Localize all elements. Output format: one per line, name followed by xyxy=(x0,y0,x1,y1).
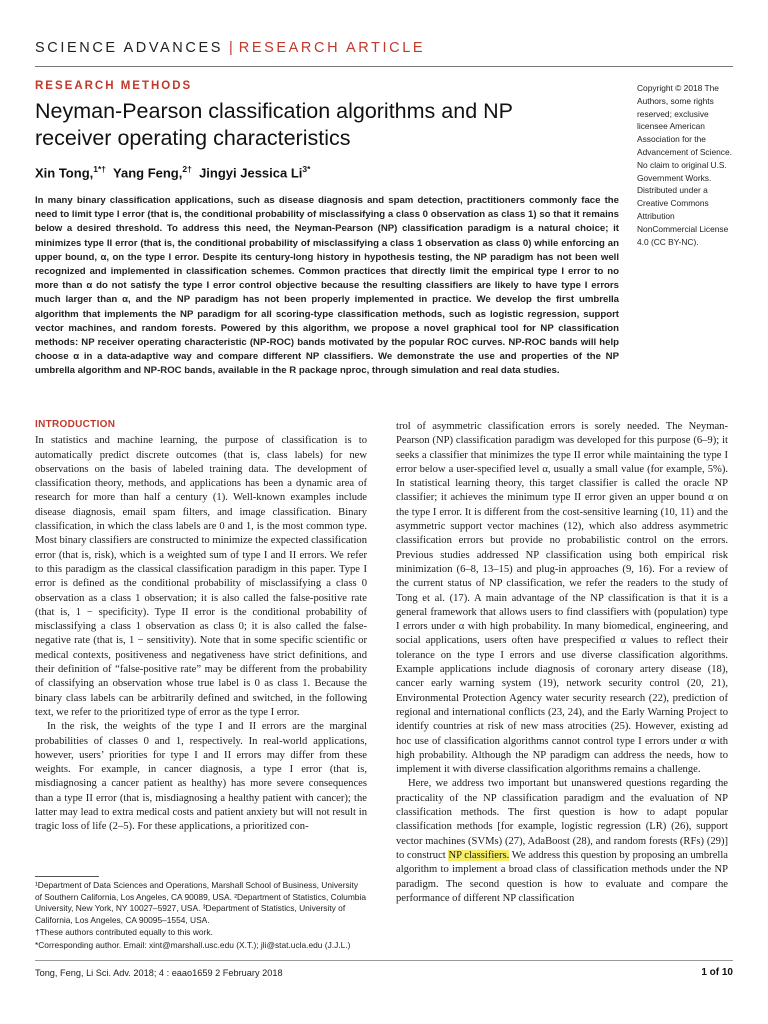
footnote-rule xyxy=(35,876,99,877)
paragraph-text: We address this question by proposing an umbrella algorithm to implement a broad class of classification methods under the NP paradigm. The second question is how to evaluate and compare the performance of different NP classification xyxy=(396,849,728,904)
right-column xyxy=(396,420,728,906)
body-paragraph: trol of asymmetric classification errors is sorely needed. The Neyman-Pearson (NP) classification paradigm was developed for this purpose (6–9); it seeks a classifier that minimizes the type II error while maintaining the type I error below a user-specified level α, usually a small value (for example, 5%). In statistical learning theory, this target classifier is called the oracle NP classifier; it achieves the minimum type II error given an upper bound α on the type I error. It is different from the cost-sensitive learning (10, 11) and the asymmetric support vector machines (12), which also address asymmetric classification errors but provide no probabilistic control on the errors. Previous studies addressed NP classification using both empirical risk minimization (6–8, 13–15) and plug-in approaches (9, 16). For a review of the current status of NP classification, we refer the readers to the study of Tong et al. (17). A main advantage of the NP classification is that it is a general framework that allows users to find classifiers with (population) type I errors under α with high probability. In many biomedical, engineering, and social applications, users often have prespecified α values to reflect their tolerance on the type I errors and use diverse classification algorithms. Example applications include diagnosis of coronary artery disease (18), cancer early warning system (19), network security control (20, 21), Environmental Protection Agency water security research (22), prediction of regional and international conflicts (23, 24), and the Early Warning Project to identify countries at risk of new mass atrocities (25). However, existing ad hoc use of classification algorithms cannot control type I errors under α with high probability. Although the NP paradigm can address the needs, how to implement it with diverse classification algorithms remains a challenge. xyxy=(396,421,728,776)
article-type: RESEARCH ARTICLE xyxy=(238,40,426,56)
copyright-notice: Copyright © 2018 The Authors, some rights reserved; exclusive licensee American Association for the Advancement of Science. No claim to original U.S. Government Works. Distributed under a Creative Commons Attribution NonCommercial License 4.0 (CC BY-NC). xyxy=(637,83,732,247)
header-rule xyxy=(35,66,733,67)
introduction-heading: INTRODUCTION xyxy=(35,419,116,430)
author-name: Xin Tong, xyxy=(35,165,94,181)
footer-rule xyxy=(35,960,733,961)
affiliation-footnote: ¹Department of Data Sciences and Operations, Marshall School of Business, University of Southern California, Los Angeles, CA 90089, USA. ²Department of Statistics, Columbia University, New York, NY 10027–5927, USA. ³Department of Statistics, University of California, Los Angeles, CA 90095–1554, USA. xyxy=(35,880,366,925)
footnotes xyxy=(35,880,367,952)
author-name: Jingyi Jessica Li xyxy=(199,165,303,181)
highlighted-text: NP classifiers. xyxy=(448,849,510,861)
footer-citation: Tong, Feng, Li Sci. Adv. 2018; 4 : eaao1659 2 February 2018 xyxy=(35,968,283,978)
author-affiliation-mark: 2† xyxy=(182,164,192,174)
corresponding-author-footnote: *Corresponding author. Email: xint@marshall.usc.edu (X.T.); jli@stat.ucla.edu (J.J.L.) xyxy=(35,939,351,950)
article-title: Neyman-Pearson classification algorithms and NP receiver operating characteristics xyxy=(35,99,513,150)
equal-contribution-footnote: †These authors contributed equally to this work. xyxy=(35,927,213,937)
author-affiliation-mark: 1*† xyxy=(93,164,107,174)
body-paragraph xyxy=(396,777,728,906)
journal-header xyxy=(35,40,425,56)
page-number: 1 of 10 xyxy=(701,967,733,978)
body-paragraph: In statistics and machine learning, the purpose of classification is to automatically predict discrete outcomes (that is, class labels) for new observations on the basis of labeled training data. The development of classification theory, methods, and applications has been a dynamic area of research for more than half a century (1). Well-known examples include disease diagnosis, email spam filters, and image classification. Binary classification, in which the class labels are 0 and 1, is the most common type. Most binary classifiers are constructed to minimize the expected classification error (that is, risk), which is a weighted sum of type I and II errors. We refer to this paradigm as the classical classification paradigm in this paper. Type I error is defined as the conditional probability of misclassifying a class 0 observation as a class 1 observation; it is also called the false-positive rate (that is, 1 − specificity). Type II error is the conditional probability of misclassifying a class 1 observation as class 0; it is also called the false-negative rate (that is, 1 − sensitivity). Note that in some specific scientific or medical contexts, positiveness and negativeness have strict definitions, and their definition of “false-positive rate” may be different from the probability of classifying an observation whose true label is 0 as class 1. Because the binary class labels can be arbitrarily defined and switched, in the following text, we refer to the prioritized type of error as the type I error. xyxy=(35,435,367,718)
section-label: RESEARCH METHODS xyxy=(35,80,193,92)
author-name: Yang Feng, xyxy=(113,165,183,181)
abstract: In many binary classification applications, such as disease diagnosis and spam detection, practitioners commonly face the need to limit type I error (that is, the conditional probability of misclassifying a class 0 observation as class 1) so that it remains below a desired threshold. To address this need, the Neyman-Pearson (NP) classification paradigm is a natural choice; it minimizes type II error (that is, the conditional probability of misclassifying a class 1 observation as class 0) while enforcing an upper bound, α, on the type I error. Despite its century-long history in hypothesis testing, the NP paradigm has not been well recognized and implemented in classification schemes. Common practices that directly limit the empirical type I error to no more than α do not satisfy the type I error control objective because the resulting classifiers are likely to have type I errors much larger than α, and the NP paradigm has not been properly implemented in practice. We develop the first umbrella algorithm that implements the NP paradigm for all scoring-type classification methods, such as logistic regression, support vector machines, and random forests. Powered by this algorithm, we propose a novel graphical tool for NP classification methods: NP receiver operating characteristic (NP-ROC) bands motivated by the popular ROC curves. NP-ROC bands will help choose α in a data-adaptive way and compare different NP classifiers. We demonstrate the use and properties of the NP umbrella algorithm and NP-ROC bands, available in the R package nproc, through simulation and real data studies. xyxy=(35,195,619,377)
body-paragraph: In the risk, the weights of the type I and II errors are the marginal probabilities of classes 0 and 1, respectively. In real-world applications, however, users’ priorities for type I and II errors may differ from these weights. For example, in cancer diagnosis, a type I error (that is, misdiagnosing a cancer patient as healthy) has more severe consequences than a type II error (that is, misdiagnosing a healthy patient with cancer); the latter may lead to extra medical costs and patient anxiety but will not result in tragic loss of life (2–5). For these applications, a prioritized con- xyxy=(35,721,367,833)
header-separator: | xyxy=(228,40,233,56)
left-column xyxy=(35,418,367,835)
journal-name: SCIENCE ADVANCES xyxy=(35,40,223,56)
author-list xyxy=(35,164,310,180)
paragraph-text: Here, we address two important but unanswered questions regarding the practicality of the NP classification paradigm and the evaluation of NP classification methods. The first question is how to adapt popular classification methods [for example, logistic regression (LR) (26), support vector machines (SVMs) (27), AdaBoost (28), and random forests (RFs) (29)] to construct xyxy=(396,778,728,861)
author-affiliation-mark: 3* xyxy=(302,164,311,174)
